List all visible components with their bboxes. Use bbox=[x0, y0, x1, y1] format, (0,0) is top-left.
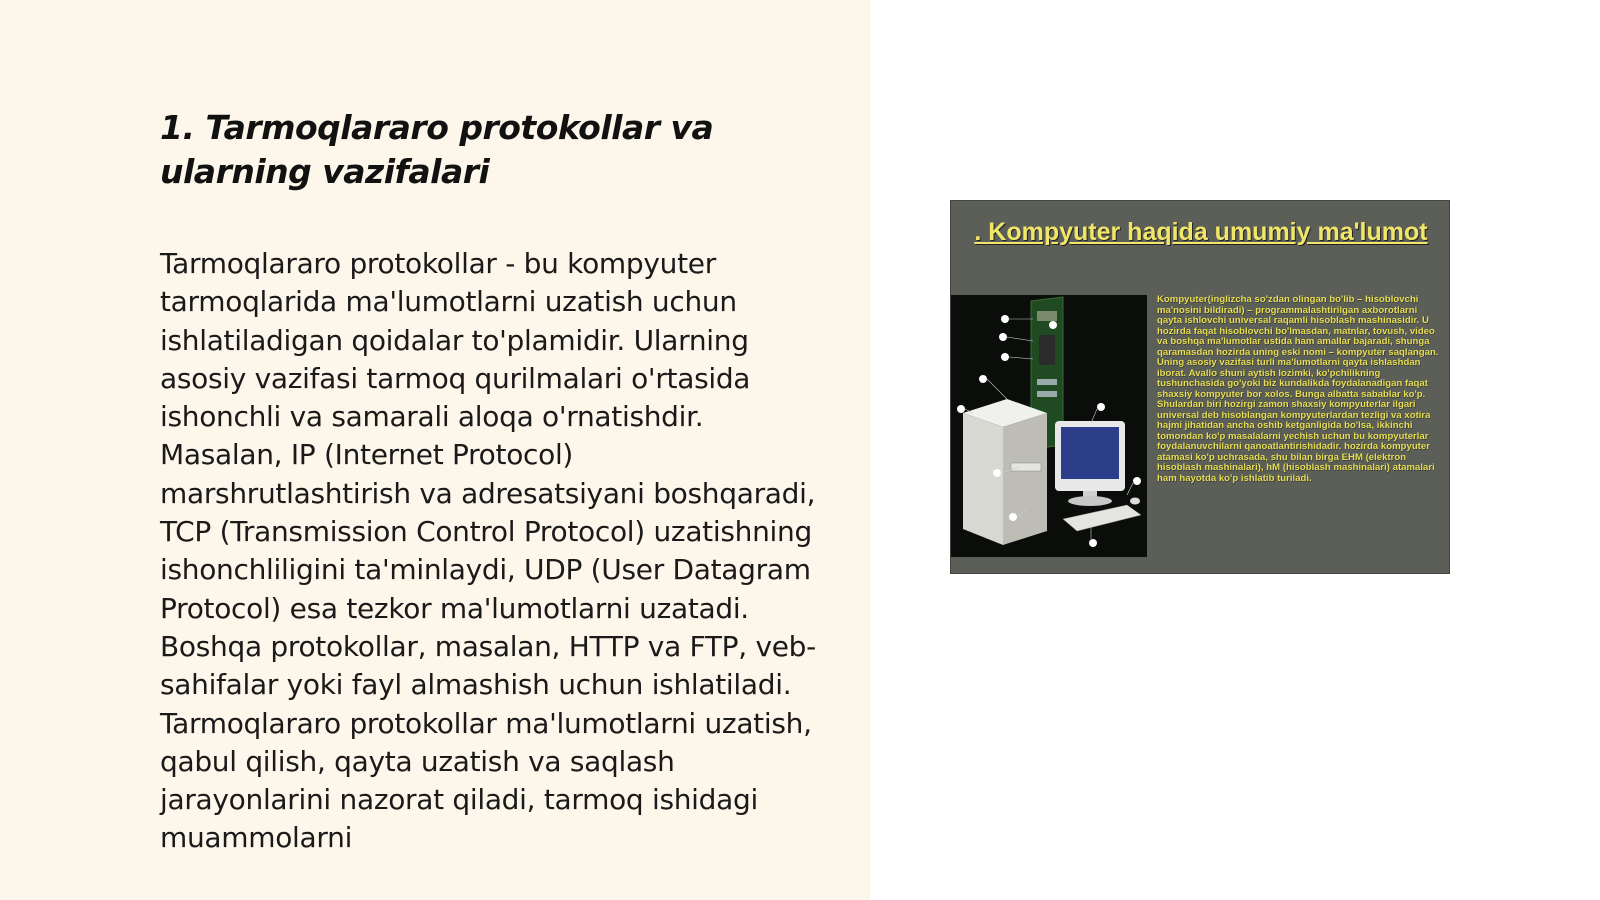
slide-image bbox=[950, 200, 1450, 574]
image-body-text: Kompyuter(inglizcha so'zdan olingan bo'lib – hisoblovchi ma'nosini bildiradi) – programmalashtirilgan axborotlarni qayta ishlovchi universal raqamli hisoblash mashinasidir. U hozirda faqat hisoblovchi bo'lmasdan, matnlar, tovush, video va boshqa ma'lumotlar ustida ham amallar bajaradi, shunga qaramasdan hozirda uning eski nomi – kompyuter saqlangan. Uning asosiy vazifasi turli ma'lumotlarni qayta ishlashdan iborat. Avallo shuni aytish lozimki, ko'pchilikning tushunchasida go'yoki biz kundalikda foydalanadigan faqat shaxsiy kompyuter bor xolos. Bunga albatta sabablar ko'p. Shulardan biri hozirgi zamon shaxsiy kompyuterlar ilgari universal deb hisoblangan kompyuterlardan tezligi va xotira hajmi jihatidan ancha oshib ketganligida bo'lsa, ikkinchi tomondan ko'p masalalarni yechish uchun bu kompyuterlar foydalanuvchilarni qanoatlantirishidadir. hozirda kompyuter atamasi ko'p uchrasada, shu bilan birga EHM (elektron hisoblash mashinalari), hM (hisoblash mashinalari) atamalari ham hayotda ko'p ishlatib turiladi. bbox=[1157, 295, 1439, 484]
computer-illustration bbox=[951, 295, 1147, 557]
image-title: . Kompyuter haqida umumiy ma'lumot bbox=[974, 218, 1428, 246]
slide-title: 1. Tarmoqlararo protokollar va ularning vazifalari bbox=[160, 108, 714, 191]
slide-body: Tarmoqlararo protokollar - bu kompyuter tarmoqlarida ma'lumotlarni uzatish uchun ishlatiladigan qoidalar to'plamidir. Ularning asosiy vazifasi tarmoq qurilmalari o'rtasida ishonchli va samarali aloqa o'rnatishdir. Masalan, IP (Internet Protocol) marshrutlashtirish va adresatsiyani boshqaradi, TCP (Transmission Control Protocol) uzatishning ishonchliligini ta'minlaydi, UDP (User Datagram Protocol) esa tezkor ma'lumotlarni uzatadi. Boshqa protokollar, masalan, HTTP va FTP, veb-sahifalar yoki fayl almashish uchun ishlatiladi. Tarmoqlararo protokollar ma'lumotlarni uzatish, qabul qilish, qayta uzatish va saqlash jarayonlarini nazorat qiladi, tarmoq ishidagi muammolarni bbox=[160, 247, 816, 855]
